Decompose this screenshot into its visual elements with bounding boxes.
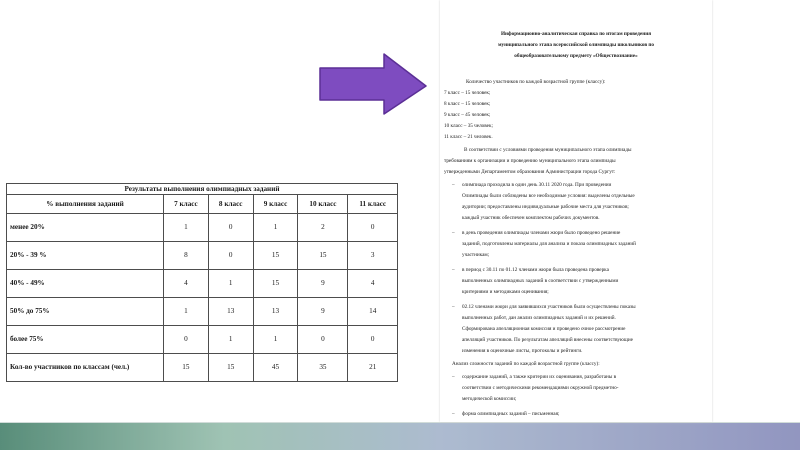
participant-line: 10 класс – 35 человек;	[444, 123, 493, 129]
cell-value: 13	[253, 298, 298, 326]
header-grade-9: 9 класс	[253, 195, 298, 214]
dash-bullet-icon: –	[452, 304, 455, 310]
row-label: 40% - 49%	[7, 270, 164, 298]
bullet-line: изменения в оценочные листы, протоколы и рейтинги.	[462, 348, 583, 354]
table-row	[7, 270, 398, 298]
results-table	[6, 183, 398, 382]
cell-value: 1	[253, 214, 298, 242]
cell-value: 15	[253, 270, 298, 298]
cell-value: 15	[298, 242, 348, 270]
bullet-line: Олимпиады были соблюдены все необходимые условия: выделены отдельные	[462, 193, 635, 199]
participants-intro: Количество участников по каждой возрастной группе (классу):	[466, 79, 606, 85]
header-grade-10: 10 класс	[298, 195, 348, 214]
cell-value: 0	[348, 326, 398, 354]
dash-bullet-icon: –	[452, 230, 455, 236]
table-header-row	[7, 195, 398, 214]
document-page	[440, 0, 712, 422]
cell-value: 45	[253, 354, 298, 382]
cell-value: 1	[208, 270, 253, 298]
bullet-line: 02.12 членами жюри для заявившихся участников были осуществлены показы	[462, 304, 636, 310]
cell-value: 4	[164, 270, 209, 298]
participant-line: 9 класс – 45 человек;	[444, 112, 491, 118]
cell-value: 0	[208, 214, 253, 242]
cell-value: 15	[253, 242, 298, 270]
doc-title-line: муниципального этапа всероссийской олимпиады школьников по	[497, 42, 655, 48]
header-percent: % выполнения заданий	[7, 195, 164, 214]
paragraph-line: В соответствии с условиями проведения муниципального этапа олимпиады	[464, 147, 632, 153]
cell-value: 0	[298, 326, 348, 354]
bullet-line: апелляций участников. По результатам апелляций внесены соответствующие	[462, 337, 633, 343]
cell-value: 9	[298, 298, 348, 326]
cell-value: 0	[348, 214, 398, 242]
cell-value: 35	[298, 354, 348, 382]
cell-value: 21	[348, 354, 398, 382]
table-row-total	[7, 354, 398, 382]
cell-value: 9	[298, 270, 348, 298]
cell-value: 3	[348, 242, 398, 270]
bullet-line: олимпиада проходила в один день 30.11 2020 года. При проведении	[462, 182, 612, 188]
header-grade-11: 11 класс	[348, 195, 398, 214]
cell-value: 13	[208, 298, 253, 326]
participant-line: 8 класс – 15 человек;	[444, 101, 491, 107]
cell-value: 8	[164, 242, 209, 270]
row-label: 20% - 39 %	[7, 242, 164, 270]
paragraph-line: утвержденными Департаментом образования Администрации города Сургут:	[444, 169, 616, 175]
dash-bullet-icon: –	[452, 411, 455, 417]
cell-value: 0	[164, 326, 209, 354]
table-row	[7, 214, 398, 242]
bullet-line: содержание заданий, а также критерии их оценивания, разработаны в	[462, 374, 617, 380]
table-title: Результаты выполнения олимпиадных заданий	[7, 184, 398, 195]
bullet-line: аудитории; предоставлены индивидуальные рабочие места для участников;	[462, 204, 629, 210]
table-row	[7, 298, 398, 326]
analysis-intro: Анализ сложности заданий по каждой возрастной группе (классу):	[452, 361, 600, 367]
bullet-line: методической комиссии;	[462, 396, 517, 402]
doc-title-line: общеобразовательному предмету «Обществознание»	[514, 53, 638, 59]
cell-value: 0	[208, 242, 253, 270]
dash-bullet-icon: –	[452, 267, 455, 273]
dash-bullet-icon: –	[452, 374, 455, 380]
cell-value: 1	[208, 326, 253, 354]
cell-value: 1	[164, 214, 209, 242]
cell-value: 14	[348, 298, 398, 326]
bullet-line: Сформирована апелляционная комиссия и проведено очное рассмотрение	[462, 326, 626, 332]
paragraph-line: требованиям к организации и проведению муниципального этапа олимпиады	[444, 158, 616, 164]
participant-line: 11 класс – 21 человек.	[444, 134, 493, 140]
row-label: менее 20%	[7, 214, 164, 242]
bullet-line: соответствии с методическими рекомендациями окружной предметно-	[462, 385, 619, 391]
cell-value: 2	[298, 214, 348, 242]
header-grade-7: 7 класс	[164, 195, 209, 214]
row-label: более 75%	[7, 326, 164, 354]
cell-value: 4	[348, 270, 398, 298]
doc-title-line: Информационно-аналитическая справка по итогам проведения	[500, 31, 651, 37]
table-row	[7, 242, 398, 270]
bullet-line: критериями и методиками оценивания;	[462, 289, 549, 295]
cell-value: 1	[164, 298, 209, 326]
bullet-line: выполненных олимпиадных заданий в соответствии с утвержденными	[462, 278, 619, 284]
row-label: 50% до 75%	[7, 298, 164, 326]
decorative-bottom-band	[0, 422, 800, 450]
table-row	[7, 326, 398, 354]
bullet-line: выполненных работ, дан анализ олимпиадных заданий и их решений.	[462, 315, 616, 321]
row-label: Кол-во участников по классам (чел.)	[7, 354, 164, 382]
cell-value: 15	[208, 354, 253, 382]
table-title-row	[7, 184, 398, 195]
bullet-line: в день проведения олимпиады членами жюри было проведено решение	[462, 230, 621, 236]
cell-value: 1	[253, 326, 298, 354]
dash-bullet-icon: –	[452, 182, 455, 188]
participant-line: 7 класс – 15 человек;	[444, 90, 491, 96]
bullet-line: каждый участник обеспечен комплектом рабочих документов.	[462, 215, 600, 221]
cell-value: 15	[164, 354, 209, 382]
arrow-shape	[320, 54, 426, 114]
bullet-line: заданий, подготовлены материалы для анализа и показа олимпиадных заданий	[462, 241, 636, 247]
bullet-line: участникам;	[462, 252, 490, 258]
bullet-line: в период с 30.11 по 01.12 членами жюри была проведена проверка	[462, 267, 609, 273]
header-grade-8: 8 класс	[208, 195, 253, 214]
bullet-line: форма олимпиадных заданий – письменная;	[462, 411, 560, 417]
right-arrow-icon	[318, 52, 428, 116]
